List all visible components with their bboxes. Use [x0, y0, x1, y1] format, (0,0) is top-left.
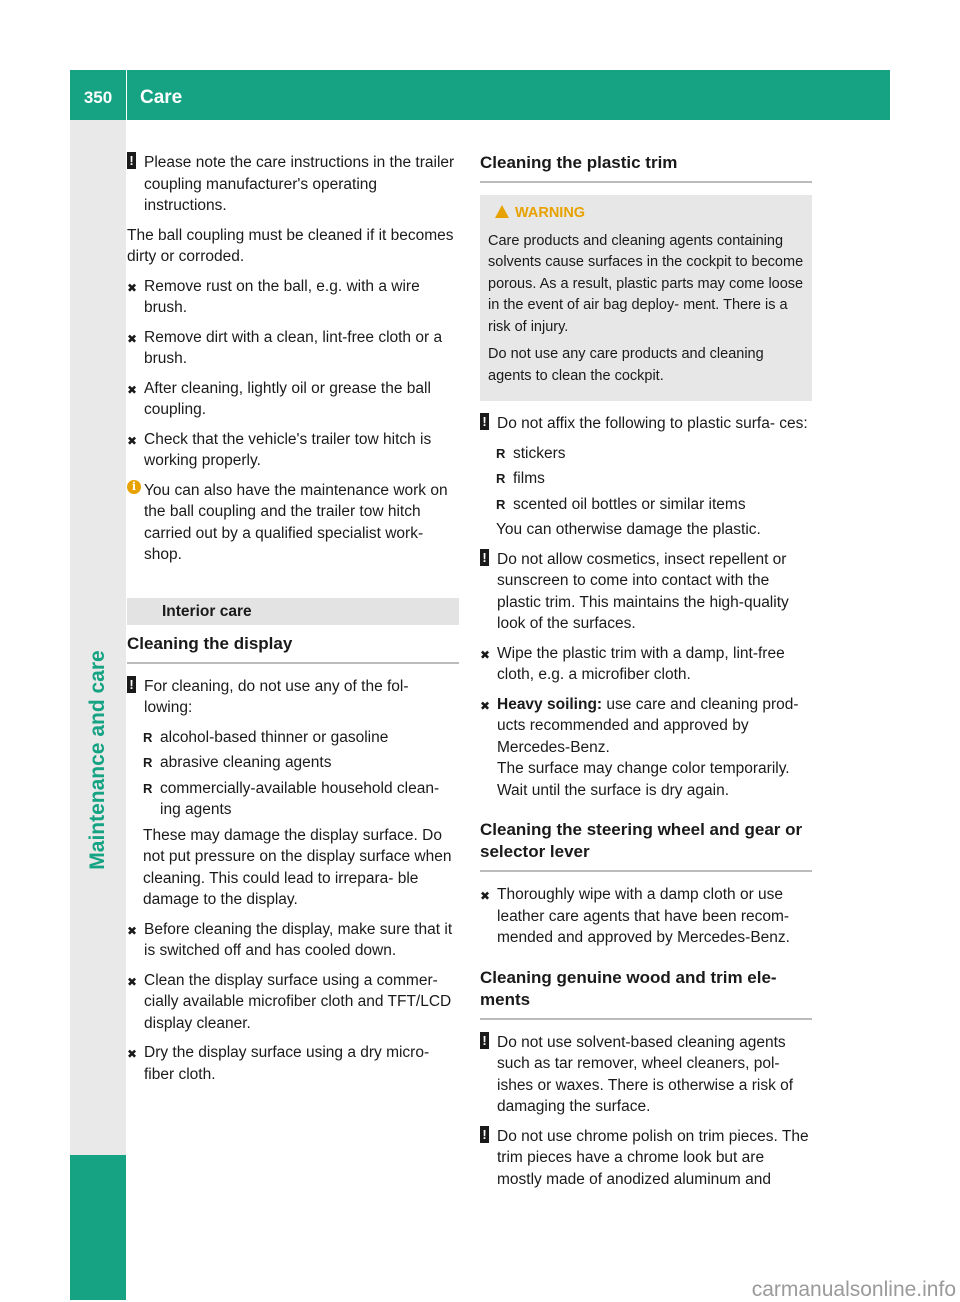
- paragraph: You can otherwise damage the plastic.: [496, 521, 761, 538]
- page-title: Care: [140, 87, 183, 108]
- step-text: Wipe the plastic trim with a damp, lint-free cloth, e.g. a microfiber cloth.: [497, 644, 785, 683]
- arrow-icon: ✖: [127, 382, 138, 397]
- bullet-item: [480, 494, 812, 516]
- bullet-text: films: [513, 470, 545, 487]
- step-text: Remove dirt with a clean, lint-free cloth or a brush.: [144, 328, 443, 367]
- note-block: [480, 1126, 812, 1191]
- bullet-item: [127, 778, 459, 821]
- info-text: You can also have the maintenance work on the ball coupling and the trailer tow hitch carried out by a qualified specialist work- shop.: [144, 481, 448, 563]
- exclamation-icon: !: [480, 413, 489, 430]
- step-text: Before cleaning the display, make sure that it is switched off and has cooled down.: [144, 920, 453, 959]
- info-icon: i: [127, 480, 141, 494]
- arrow-icon: ✖: [480, 889, 491, 903]
- step-text: Check that the vehicle's trailer tow hitch is working properly.: [144, 430, 432, 469]
- step-text: Clean the display surface using a commer- cially available microfiber cloth and TFT/LCD display cleaner.: [144, 971, 452, 1032]
- arrow-icon: ✖: [480, 698, 491, 713]
- step-item: [127, 276, 459, 319]
- chapter-marker-block: [70, 1155, 126, 1300]
- exclamation-icon: !: [480, 1032, 489, 1049]
- arrow-icon: ✖: [127, 1047, 138, 1061]
- note-block: [480, 549, 812, 635]
- arrow-icon: ✖: [127, 331, 138, 346]
- bullet-item: [480, 443, 812, 465]
- header-divider: [126, 70, 127, 120]
- paragraph: These may damage the display surface. Do not put pressure on the display surface when cleaning. This could lead to irrepara- ble damage to the display.: [143, 826, 452, 908]
- bullet-r-icon: R: [496, 471, 506, 486]
- step-text: Dry the display surface using a dry micro- fiber cloth.: [144, 1044, 430, 1083]
- exclamation-icon: !: [480, 1126, 489, 1143]
- bullet-r-icon: R: [143, 780, 153, 796]
- note-text: Do not allow cosmetics, insect repellent or sunscreen to come into contact with the plastic trim. This maintains the high-quality look of the surfaces.: [497, 550, 789, 632]
- step-item: [127, 919, 459, 962]
- exclamation-icon: !: [127, 676, 136, 693]
- arrow-icon: ✖: [127, 923, 138, 938]
- bullet-item: [127, 727, 459, 749]
- right-column: [480, 152, 812, 1198]
- bullet-text: alcohol-based thinner or gasoline: [160, 728, 389, 746]
- exclamation-icon: !: [127, 152, 136, 169]
- arrow-icon: ✖: [127, 974, 138, 989]
- note-block: [480, 413, 812, 435]
- bullet-text: abrasive cleaning agents: [160, 754, 332, 771]
- step-item: [480, 694, 812, 802]
- bullet-r-icon: R: [143, 755, 153, 770]
- info-block: [127, 480, 459, 566]
- step-item: [127, 970, 459, 1035]
- step-item: [127, 378, 459, 421]
- warning-text: Care products and cleaning agents containing solvents cause surfaces in the cockpit to become porous. As a result, plastic parts may come loose in the event of air bag deploy- ment. There is a risk of injury.: [488, 232, 804, 335]
- step-text: After cleaning, lightly oil or grease the ball coupling.: [144, 379, 431, 418]
- step-subtext: The surface may change color temporarily. Wait until the surface is dry again.: [497, 760, 790, 799]
- note-text: Do not use solvent-based cleaning agents such as tar remover, wheel cleaners, pol- ishes or waxes. There is otherwise a risk of damaging the surface.: [497, 1033, 794, 1115]
- bullet-r-icon: R: [143, 729, 153, 745]
- bullet-text: stickers: [513, 444, 566, 462]
- bullet-r-icon: R: [496, 445, 506, 461]
- arrow-icon: ✖: [127, 433, 138, 448]
- section-heading: Cleaning genuine wood and trim ele- ments: [480, 967, 812, 1020]
- note-block: [480, 1032, 812, 1118]
- step-text: Remove rust on the ball, e.g. with a wire brush.: [144, 277, 420, 316]
- note-block: [127, 152, 459, 217]
- bullet-item: [480, 468, 812, 490]
- step-bold-label: Heavy soiling:: [497, 695, 603, 713]
- section-heading: Cleaning the steering wheel and gear or selector lever: [480, 819, 812, 872]
- step-text: Thoroughly wipe with a damp cloth or use leather care agents that have been recom- mended and approved by Mercedes-Benz.: [497, 886, 790, 946]
- step-item: [127, 429, 459, 472]
- note-text: Do not use chrome polish on trim pieces. The trim pieces have a chrome look but are mostly made of anodized aluminum and: [497, 1127, 809, 1188]
- bullet-text: commercially-available household clean- ing agents: [160, 779, 440, 818]
- step-item: [480, 884, 812, 949]
- section-heading: Cleaning the plastic trim: [480, 152, 812, 183]
- note-text: For cleaning, do not use any of the fol- lowing:: [144, 677, 409, 716]
- warning-header: [488, 203, 804, 225]
- arrow-icon: ✖: [480, 647, 491, 662]
- note-block: [127, 676, 459, 719]
- arrow-icon: ✖: [127, 280, 138, 295]
- section-bar: Interior care: [127, 598, 459, 625]
- bullet-item: [127, 752, 459, 774]
- bullet-text: scented oil bottles or similar items: [513, 495, 746, 513]
- warning-box: [480, 195, 812, 401]
- left-column: [127, 152, 459, 1093]
- page-header: [70, 70, 890, 120]
- section-heading: Cleaning the display: [127, 633, 459, 664]
- exclamation-icon: !: [480, 549, 489, 566]
- note-text: Do not affix the following to plastic surfa- ces:: [497, 415, 808, 432]
- warning-triangle-icon: [495, 205, 509, 218]
- warning-text: Do not use any care products and cleaning agents to clean the cockpit.: [488, 346, 764, 384]
- warning-label: WARNING: [515, 205, 586, 221]
- step-item: [127, 1042, 459, 1085]
- bullet-r-icon: R: [496, 496, 506, 512]
- chapter-side-tab: [70, 120, 126, 1300]
- chapter-label: Maintenance and care: [86, 650, 109, 870]
- site-watermark: carmanualsonline.info: [751, 1278, 956, 1301]
- step-text: use care and cleaning prod- ucts recommended and approved by Mercedes-Benz.: [497, 695, 799, 756]
- page-number: 350: [83, 88, 113, 107]
- step-item: [127, 327, 459, 370]
- paragraph: The ball coupling must be cleaned if it becomes dirty or corroded.: [127, 226, 454, 265]
- note-text: Please note the care instructions in the trailer coupling manufacturer's operating instructions.: [144, 154, 455, 214]
- step-item: [480, 643, 812, 686]
